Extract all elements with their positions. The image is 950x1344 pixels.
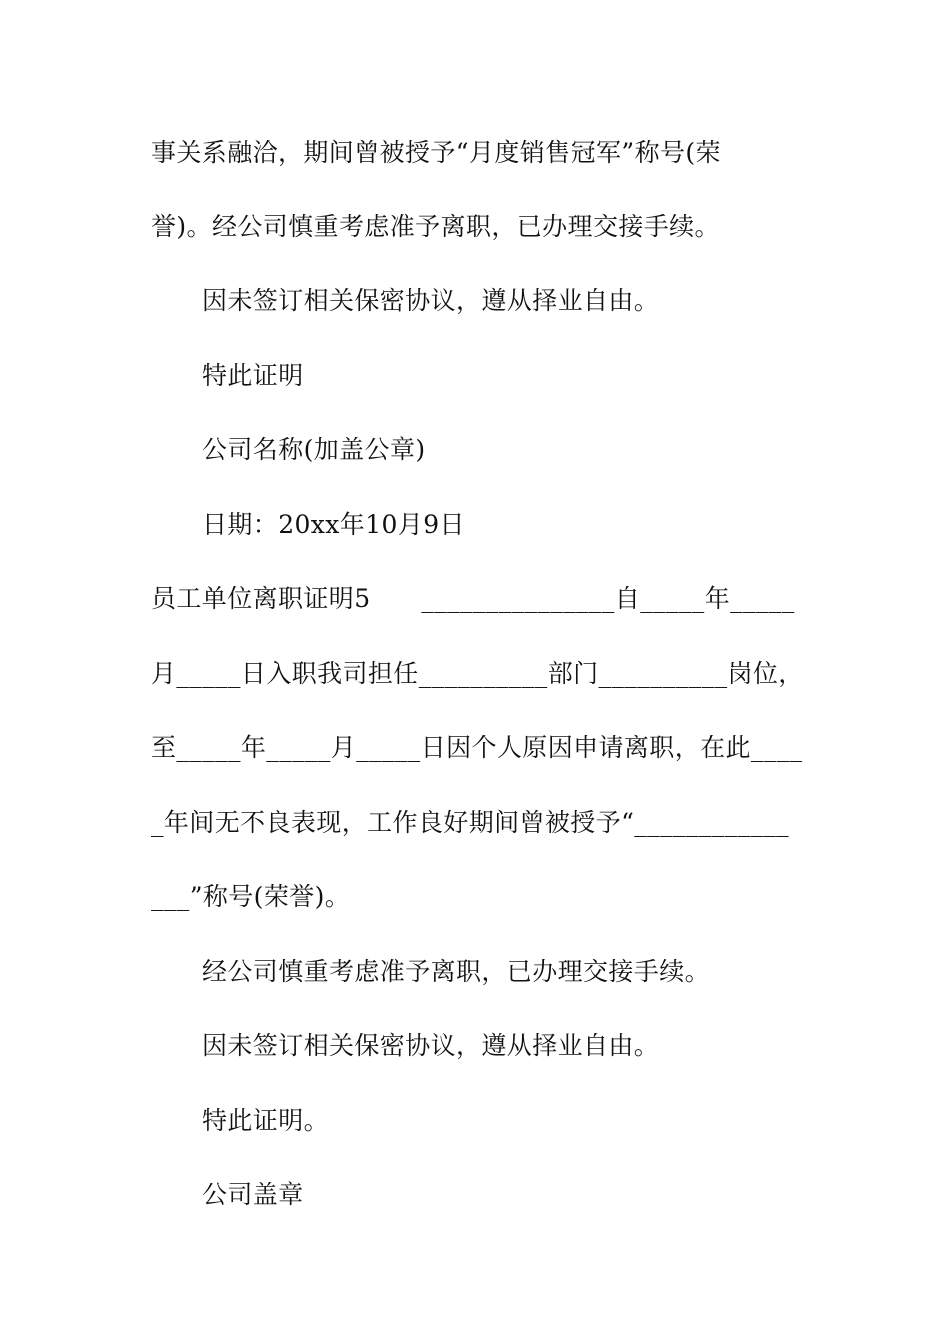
- text-line: 月_____日入职我司担任__________部门__________岗位，: [151, 659, 804, 688]
- text-line: 事关系融洽，期间曾被授予“月度销售冠军”称号(荣: [151, 138, 721, 167]
- text-line: 因未签订相关保密协议，遵从择业自由。: [202, 286, 660, 315]
- text-line: 特此证明。: [202, 1106, 330, 1135]
- text-line: 公司名称(加盖公章): [202, 435, 426, 464]
- section-heading-line: 员工单位离职证明5 _______________自_____年_____: [151, 584, 795, 613]
- text-line: 至_____年_____月_____日因个人原因申请离职，在此____: [151, 733, 803, 762]
- text-line: 经公司慎重考虑准予离职，已办理交接手续。: [202, 957, 711, 986]
- text-line: 因未签订相关保密协议，遵从择业自由。: [202, 1031, 660, 1060]
- text-line: 誉)。经公司慎重考虑准予离职，已办理交接手续。: [151, 212, 720, 241]
- text-line: 特此证明: [202, 361, 304, 390]
- text-line: _年间无不良表现，工作良好期间曾被授予“____________: [151, 808, 790, 837]
- text-line: ___”称号(荣誉)。: [151, 882, 351, 911]
- text-line: 公司盖章: [202, 1180, 304, 1209]
- text-line: 日期：20xx年10月9日: [202, 510, 465, 539]
